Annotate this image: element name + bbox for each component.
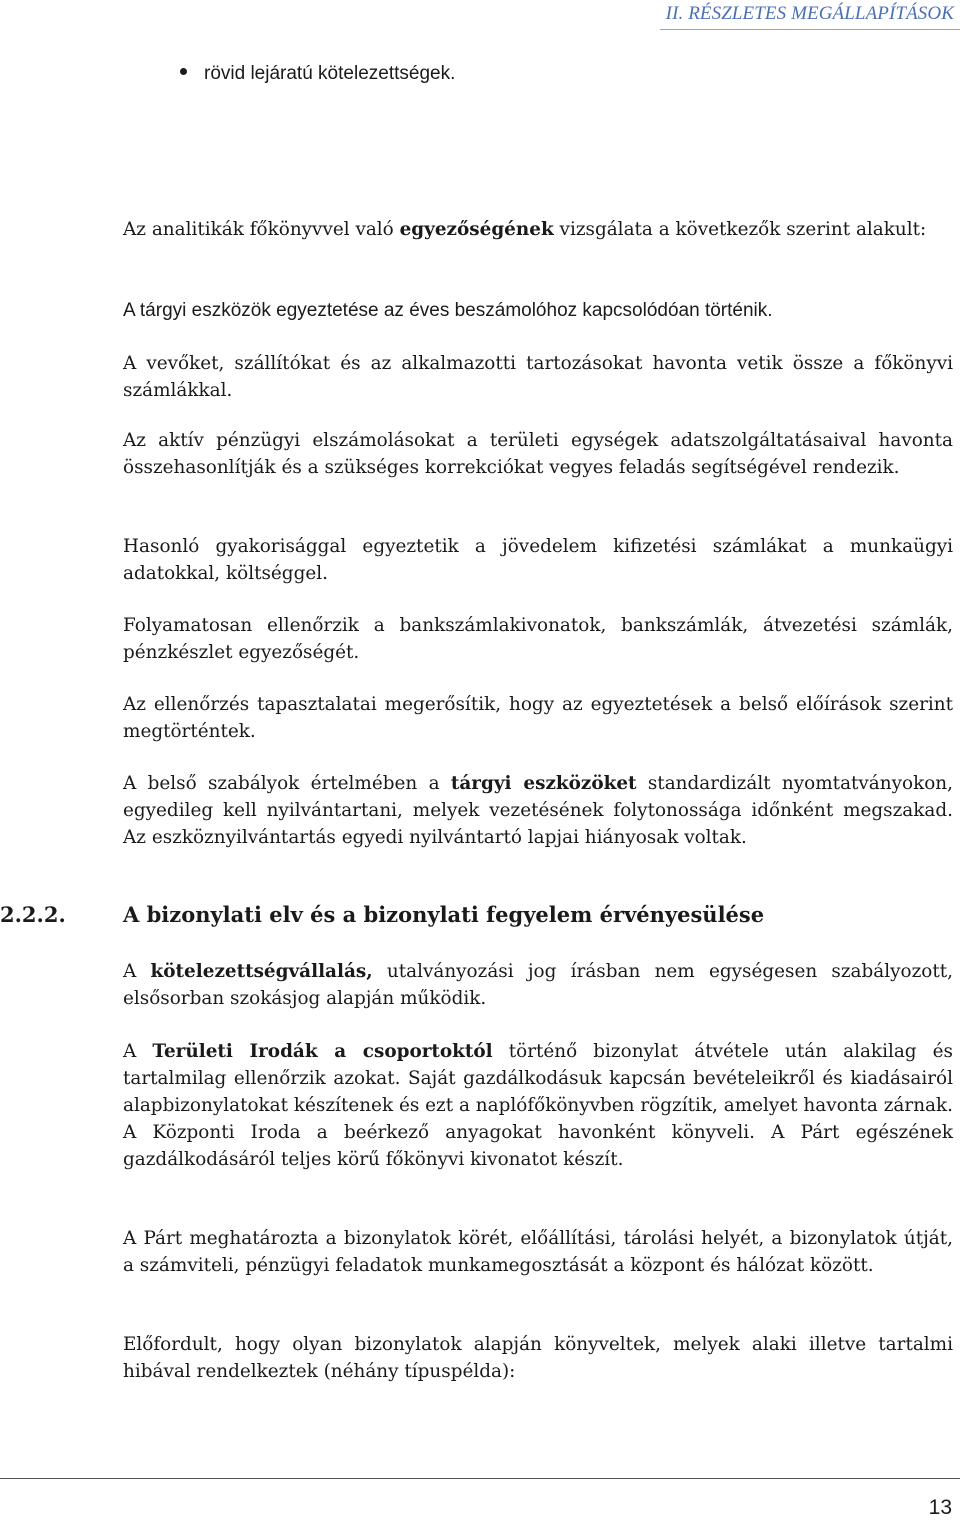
paragraph-belso-szabalyok [123, 770, 953, 851]
bullet-icon [180, 68, 187, 75]
section-number: 2.2.2. [0, 902, 66, 927]
p10-text-post: történő bizonylat átvétele után alakilag és tartalmilag ellenőrzik azokat. Saját gazdálkodásuk kapcsán bevételeikről és kiadásairól alapbizonylatokat készítenek és ezt a naplófőkönyvben rögzítik, amelyet havonta zárnak. A Központi Iroda a beérkező anyagokat havonként könyveli. A Párt egészének gazdálkodásáról teljes körű főkönyvi kivonatot készít. [123, 1041, 953, 1170]
p1-bold: egyezőségének [399, 219, 554, 240]
p9-text-post: utalványozási jog írásban nem egységesen szabályozott, elsősorban szokásjog alapján működik. [123, 961, 953, 1009]
bullet-item [180, 63, 455, 85]
p9-text-pre: A [123, 961, 151, 982]
paragraph-teruleti-irodak [123, 1038, 953, 1173]
bullet-text: rövid lejáratú kötelezettségek. [204, 63, 456, 84]
paragraph-vevok: A vevőket, szállítókat és az alkalmazotti tartozásokat havonta vetik össze a főkönyvi számlákkal. [123, 353, 953, 401]
p8-text-post: standardizált nyomtatványokon, egyedileg kell nyilvántartani, melyek vezetésének folytonossága időnként megszakad. Az eszköznyilvántartás egyedi nyilvántartó lapjai hiányosak voltak. [123, 773, 953, 848]
p8-text-pre: A belső szabályok értelmében a [123, 773, 451, 794]
p9-bold: kötelezettségvállalás, [150, 961, 373, 982]
paragraph-part-meghatarozta: A Párt meghatározta a bizonylatok körét, előállítási, tárolási helyét, a bizonylatok útját, a számviteli, pénzügyi feladatok munkamegosztását a központ és hálózat között. [123, 1228, 953, 1276]
footer-rule [0, 1478, 960, 1479]
p1-text-post: vizsgálata a következők szerint alakult: [553, 219, 927, 240]
paragraph-elofordult: Előfordult, hogy olyan bizonylatok alapján könyveltek, melyek alaki illetve tartalmi hibával rendelkeztek (néhány típuspélda): [123, 1334, 953, 1382]
section-title: A bizonylati elv és a bizonylati fegyelem érvényesülése [123, 902, 765, 927]
p8-bold: tárgyi eszközöket [450, 773, 637, 794]
page-number: 13 [928, 1496, 952, 1519]
paragraph-aktiv-penzugyi: Az aktív pénzügyi elszámolásokat a területi egységek adatszolgáltatásaival havonta összehasonlítják és a szükséges korrekciókat vegyes feladás segítségével rendezik. [123, 430, 953, 478]
paragraph-targyi-eszkozok: A tárgyi eszközök egyeztetése az éves beszámolóhoz kapcsolódóan történik. [123, 300, 773, 321]
running-header: II. RÉSZLETES MEGÁLLAPÍTÁSOK [665, 3, 954, 24]
paragraph-kotelezettsegvallalas [123, 958, 953, 1012]
p10-bold: Területi Irodák a csoportoktól [152, 1041, 493, 1062]
paragraph-ellenorzes: Az ellenőrzés tapasztalatai megerősítik, hogy az egyeztetések a belső előírások szerint megtörténtek. [123, 694, 953, 742]
paragraph-folyamatosan: Folyamatosan ellenőrzik a bankszámlakivonatok, bankszámlák, átvezetési számlák, pénzkészlet egyezőségét. [123, 615, 953, 663]
paragraph-hasonlo: Hasonló gyakorisággal egyeztetik a jövedelem kifizetési számlákat a munkaügyi adatokkal, költséggel. [123, 536, 953, 584]
header-rule [660, 29, 960, 30]
p10-text-pre: A [123, 1041, 153, 1062]
paragraph-analitikak [123, 216, 953, 243]
p1-text-pre: Az analitikák főkönyvvel való [123, 219, 400, 240]
